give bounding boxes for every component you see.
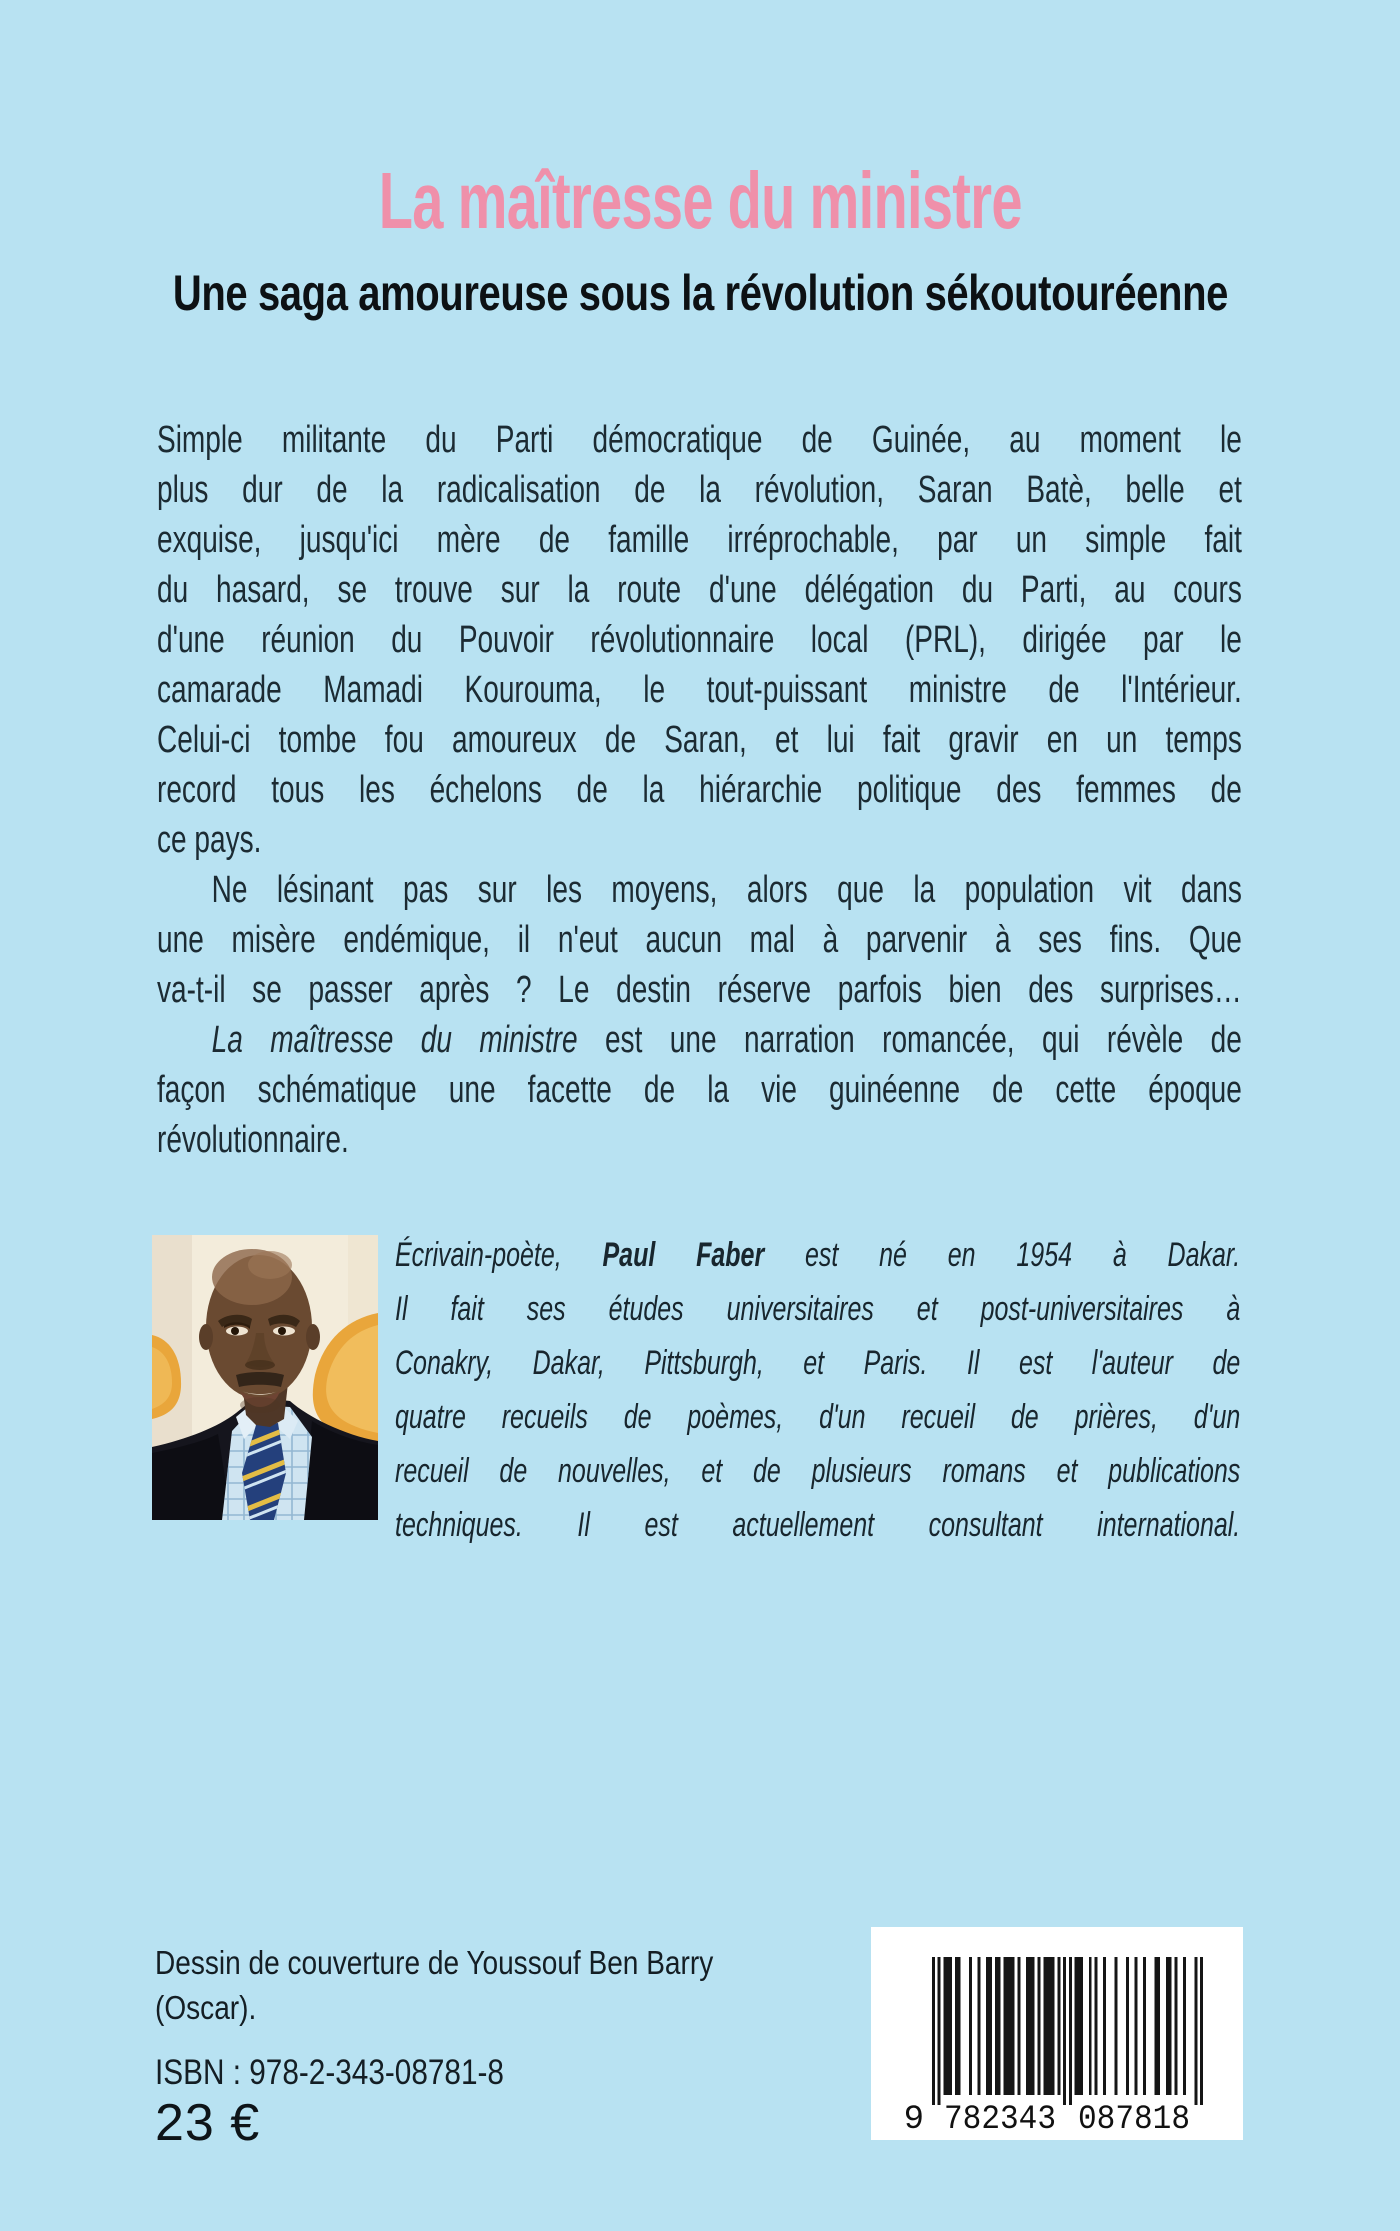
text-line: exquise, jusqu'ici mère de famille irréprochable, par un simple fait — [157, 519, 1242, 561]
text-line: Écrivain-poète, Paul Faber est né en 1954 à Dakar. — [395, 1236, 1241, 1274]
book-title-text: La maîtresse du ministre — [378, 156, 1022, 245]
price-label: 23 € — [155, 2094, 261, 2152]
text-line: une misère endémique, il n'eut aucun mal à parvenir à ses fins. Que — [157, 919, 1242, 961]
author-bio — [395, 1228, 1240, 1552]
text-line: recueil de nouvelles, et de plusieurs romans et publications — [395, 1452, 1241, 1490]
synopsis — [157, 415, 1242, 1165]
text-line: record tous les échelons de la hiérarchie politique des femmes de — [157, 769, 1242, 811]
text-line: va-t-il se passer après ? Le destin réserve parfois bien des surprises… — [157, 969, 1242, 1011]
barcode-graphic — [871, 1927, 1243, 2140]
author-photo — [152, 1235, 378, 1520]
text-line: Celui-ci tombe fou amoureux de Saran, et lui fait gravir en un temps — [157, 719, 1242, 761]
svg-text:782343: 782343 — [944, 2101, 1056, 2139]
cover-credit — [155, 1940, 801, 2030]
cover-credit-line1: Dessin de couverture de Youssouf Ben Barry — [155, 1944, 714, 1981]
svg-text:087818: 087818 — [1078, 2101, 1190, 2139]
text-line: façon schématique une facette de la vie guinéenne de cette époque — [157, 1069, 1242, 1111]
text-line: ce pays. — [157, 819, 262, 861]
author-bio-text — [395, 1228, 1240, 1552]
text-line: Conakry, Dakar, Pittsburgh, et Paris. Il est l'auteur de — [395, 1344, 1241, 1382]
book-title — [0, 158, 1400, 267]
isbn-label: ISBN : 978-2-343-08781-8 — [155, 2053, 504, 2092]
text-line: plus dur de la radicalisation de la révolution, Saran Batè, belle et — [157, 469, 1242, 511]
book-subtitle — [0, 264, 1400, 335]
synopsis-text — [157, 415, 1242, 1165]
svg-text:9: 9 — [903, 2101, 924, 2139]
text-line: quatre recueils de poèmes, d'un recueil de prières, d'un — [395, 1398, 1241, 1436]
text-line: Il fait ses études universitaires et post-universitaires à — [395, 1290, 1241, 1328]
cover-credit-line2: (Oscar). — [155, 1989, 257, 2026]
author-portrait-illustration — [152, 1235, 378, 1520]
text-line: camarade Mamadi Kourouma, le tout-puissant ministre de l'Intérieur. — [157, 669, 1242, 711]
text-line: La maîtresse du ministre est une narration romancée, qui révèle de — [211, 1019, 1242, 1061]
text-line: Simple militante du Parti démocratique de Guinée, au moment le — [157, 419, 1242, 461]
text-line: révolutionnaire. — [157, 1119, 349, 1161]
text-line: d'une réunion du Pouvoir révolutionnaire local (PRL), dirigée par le — [157, 619, 1242, 661]
text-line: du hasard, se trouve sur la route d'une délégation du Parti, au cours — [157, 569, 1242, 611]
text-line: Ne lésinant pas sur les moyens, alors que la population vit dans — [211, 869, 1242, 911]
barcode — [871, 1927, 1243, 2140]
text-line: techniques. Il est actuellement consultant international. — [395, 1506, 1241, 1544]
book-subtitle-text: Une saga amoureuse sous la révolution sékoutouréenne — [172, 265, 1228, 321]
